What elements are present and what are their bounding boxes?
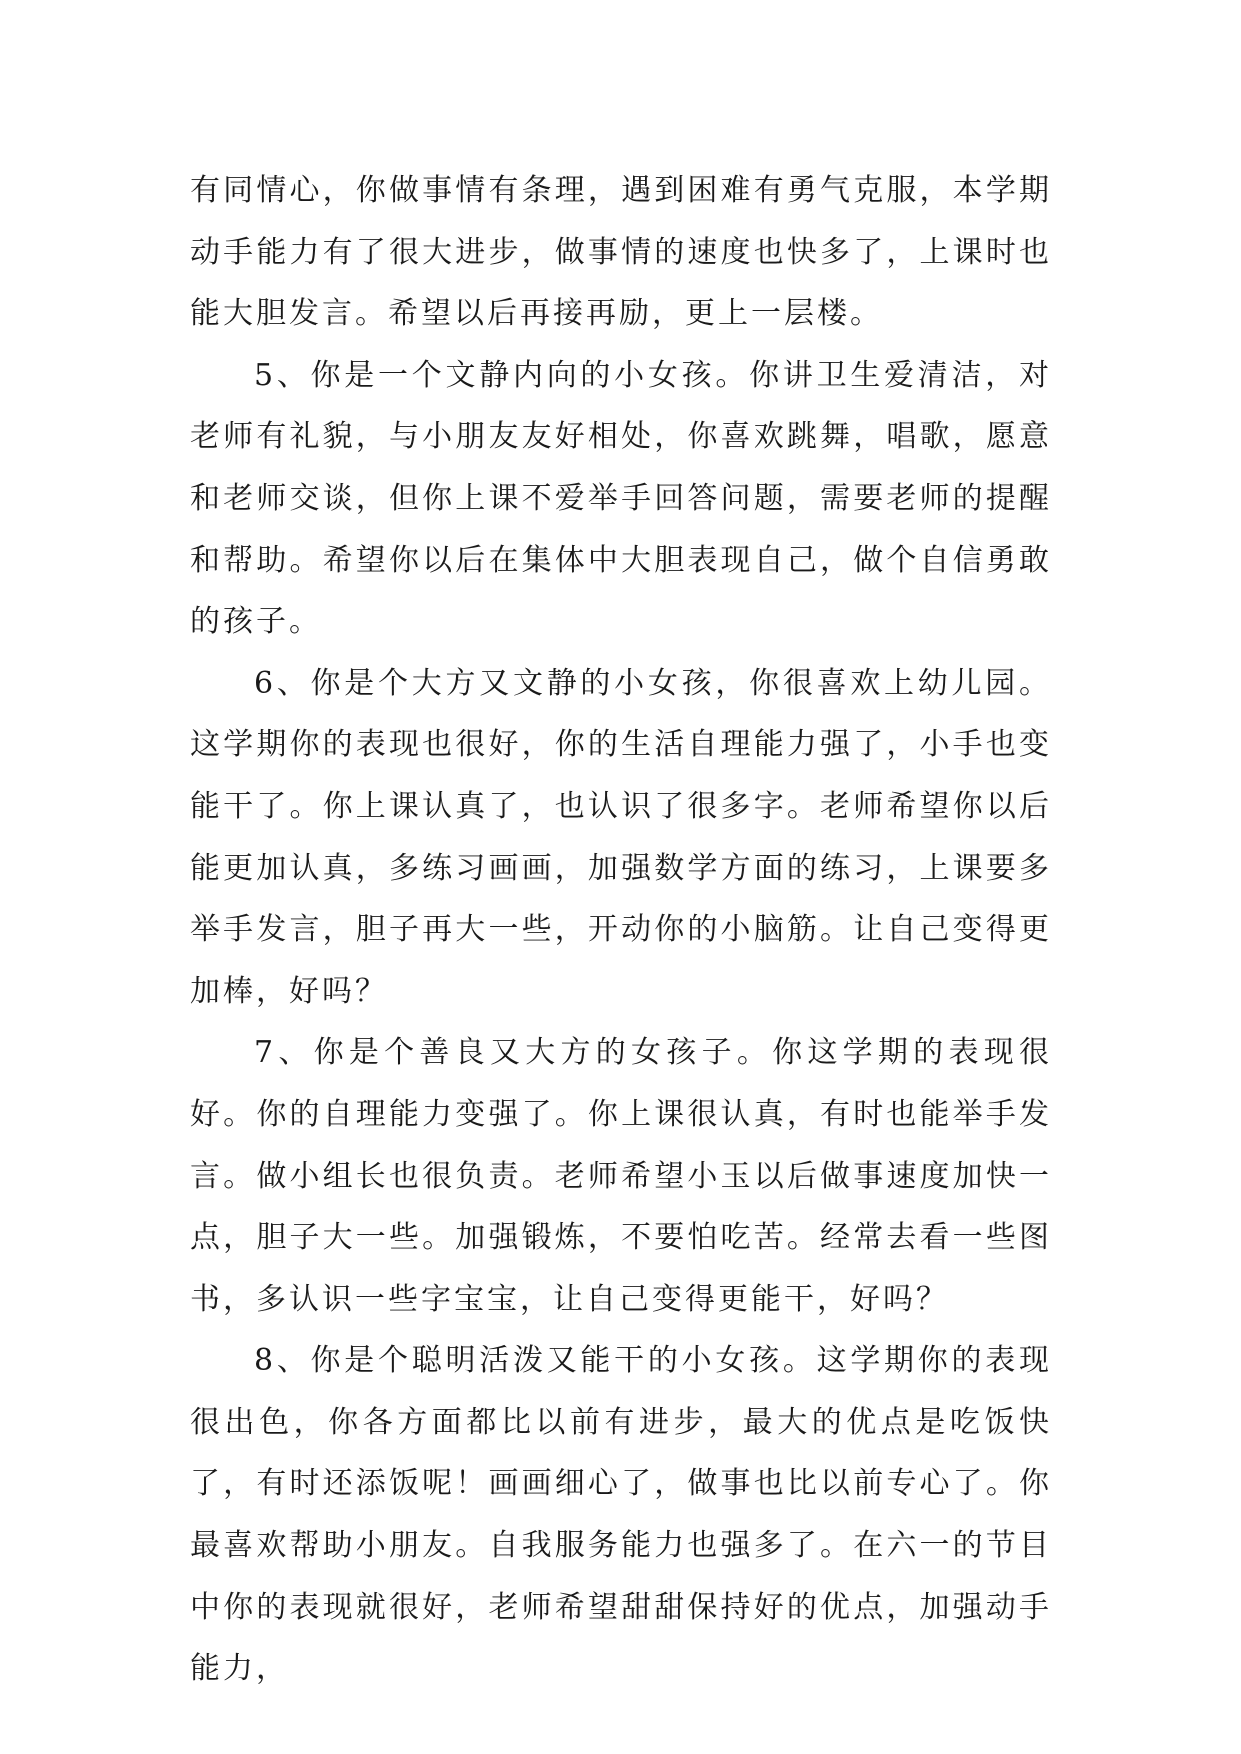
paragraph-continuation: 有同情心，你做事情有条理，遇到困难有勇气克服，本学期动手能力有了很大进步，做事情的速度也快多了，上课时也能大胆发言。希望以后再接再励，更上一层楼。 — [190, 173, 1052, 332]
paragraph-comment-5: 5、你是一个文静内向的小女孩。你讲卫生爱清洁，对老师有礼貌，与小朋友友好相处，你喜欢跳舞，唱歌，愿意和老师交谈，但你上课不爱举手回答问题，需要老师的提醒和帮助。希望你以后在集体中大胆表现自己，做个自信勇敢的孩子。 — [190, 357, 1052, 640]
paragraph-comment-6: 6、你是个大方又文静的小女孩，你很喜欢上幼儿园。这学期你的表现也很好，你的生活自理能力强了，小手也变能干了。你上课认真了，也认识了很多字。老师希望你以后能更加认真，多练习画画，加强数学方面的练习，上课要多举手发言，胆子再大一些，开动你的小脑筋。让自己变得更加棒，好吗？ — [190, 665, 1052, 1009]
paragraph-comment-8: 8、你是个聪明活泼又能干的小女孩。这学期你的表现很出色，你各方面都比以前有进步，最大的优点是吃饭快了，有时还添饭呢！画画细心了，做事也比以前专心了。你最喜欢帮助小朋友。自我服务能力也强多了。在六一的节目中你的表现就很好，老师希望甜甜保持好的优点，加强动手能力， — [190, 1343, 1052, 1687]
paragraph-comment-7: 7、你是个善良又大方的女孩子。你这学期的表现很好。你的自理能力变强了。你上课很认真，有时也能举手发言。做小组长也很负责。老师希望小玉以后做事速度加快一点，胆子大一些。加强锻炼，不要怕吃苦。经常去看一些图书，多认识一些字宝宝，让自己变得更能干，好吗？ — [190, 1035, 1052, 1317]
document-body — [190, 160, 1052, 1700]
